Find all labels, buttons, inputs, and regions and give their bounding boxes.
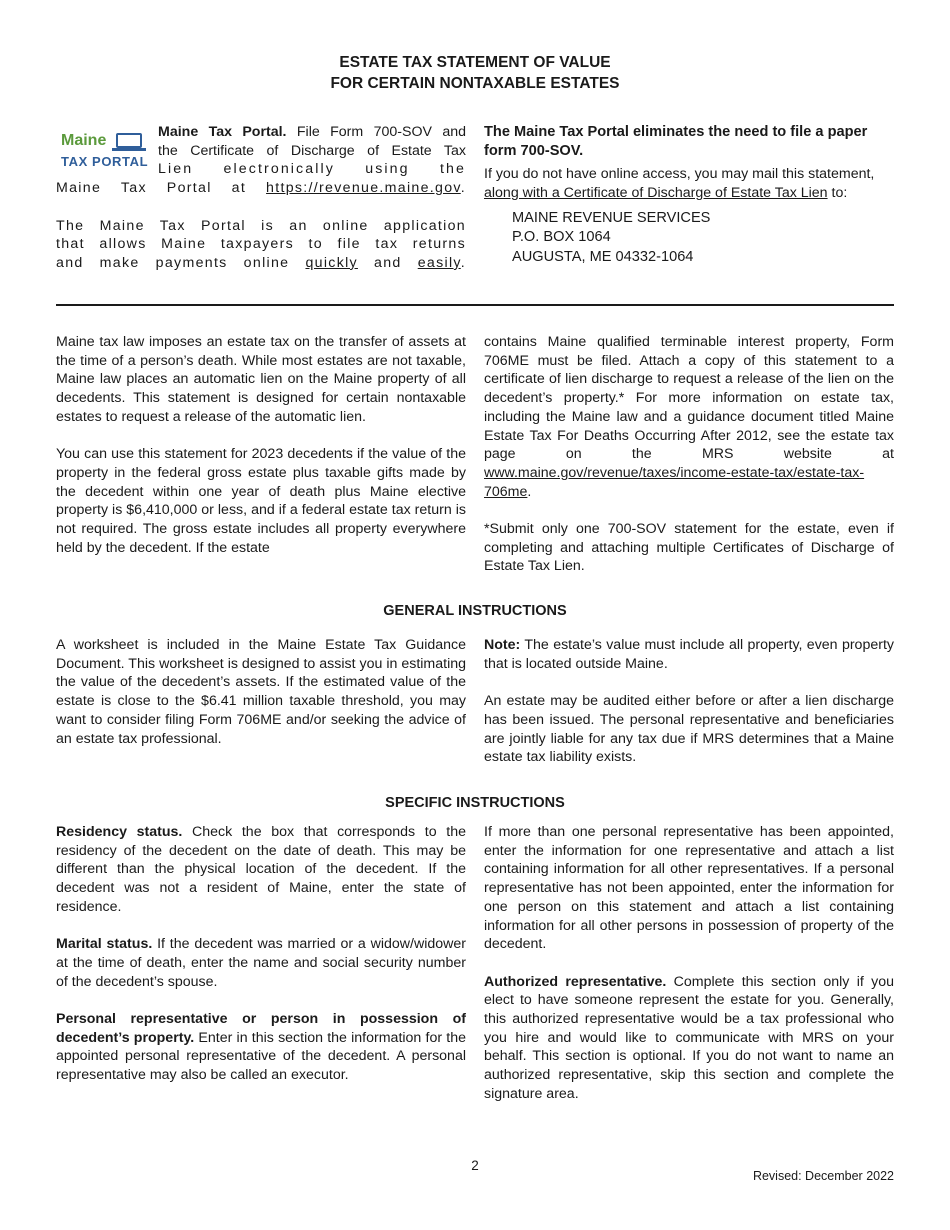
general-instructions-heading: GENERAL INSTRUCTIONS (383, 603, 567, 619)
portal-line-2: the Certificate of Discharge of Estate Tax (158, 142, 466, 159)
estate-tax-link[interactable]: www.maine.gov/revenue/taxes/income-estate-tax/estate-tax-706me (484, 464, 865, 500)
intro-paragraph-2: You can use this statement for 2023 decedents if the value of the property in the federal gross estate plus taxable gifts made by the decedent within one year of death plus Maine elective property is $6,410,000 or less, and if a federal estate tax return is not required. The gross estate includes all property everywhere held by the decedent. If the estate (56, 446, 466, 556)
maine-tax-portal-logo (56, 129, 152, 175)
intro-right-column (484, 333, 894, 576)
specific-instructions-heading: SPECIFIC INSTRUCTIONS (385, 795, 565, 811)
portal-left-column (56, 123, 466, 273)
intro-paragraph-3: contains Maine qualified terminable interest property, Form 706ME must be filed. Attach a copy of this statement to a certificate of lien discharge to request a release of the lien on the decedent’s property.* For more information on estate tax, including the Maine law and a guidance document titled Maine Estate Tax For Deaths Occurring After 2012, see the estate tax page on the MRS website at www.maine.gov/revenue/taxes/income-estate-tax/estate-tax-706me. (484, 334, 894, 500)
title-line-2: FOR CERTAIN NONTAXABLE ESTATES (330, 75, 620, 92)
page-number: 2 (471, 1158, 479, 1173)
page-title (56, 52, 894, 94)
portal-url-link[interactable]: https://revenue.maine.gov (266, 180, 461, 197)
title-line-1: ESTATE TAX STATEMENT OF VALUE (339, 54, 611, 71)
general-paragraph-2: An estate may be audited either before or after a lien discharge has been issued. The personal representative and beneficiaries are jointly liable for any tax due if MRS determines that a Maine estate tax liability exists. (484, 693, 894, 766)
logo-word-tax-portal: TAX PORTAL (61, 154, 149, 169)
general-paragraph-1: A worksheet is included in the Maine Estate Tax Guidance Document. This worksheet is designed to assist you in estimating the value of the decedent’s assets. If the estimated value of the estate is close to the $6.41 million taxable threshold, you may want to consider filing Form 706ME and/or seeking the advice of an estate tax professional. (56, 637, 466, 747)
laptop-icon (116, 133, 142, 148)
address-line-1: MAINE REVENUE SERVICES (512, 209, 711, 226)
section-divider (56, 304, 894, 306)
portal-bold-lead: Maine Tax Portal. (158, 124, 287, 140)
personal-representative-paragraph: Personal representative or person in possession of decedent’s property. Enter in this section the information for the appointed personal representative of the decedent. A personal representative may also be called an executor. (56, 1011, 467, 1084)
form-page (56, 0, 894, 1230)
address-line-3: AUGUSTA, ME 04332-1064 (512, 248, 694, 265)
portal-line-1: Maine Tax Portal. File Form 700-SOV and (158, 124, 466, 140)
authorized-representative-paragraph: Authorized representative. Complete this section only if you elect to have someone represent the estate for you. Generally, this authorized representative would be a tax professional who you hire and would like to communicate with MRS on your behalf. This section is optional. If you do not want to name an authorized representative, skip this section and complete the signature area. (484, 973, 894, 1102)
residency-status-paragraph: Residency status. Check the box that corresponds to the residency of the decedent on the date of death. This may be different than the physical location of the decedent. If the decedent was not a resident of Maine, enter the state of residence. (56, 824, 466, 915)
marital-status-paragraph: Marital status. If the decedent was married or a widow/widower at the time of death, enter the name and social security number of the decedent’s spouse. (56, 936, 467, 990)
multiple-representatives-paragraph: If more than one personal representative has been appointed, enter the information for one representative and attach a list containing information for all other representatives. If a personal representative has not been appointed, enter the information for one person on this statement and attach a list containing information for all other persons in possession of property of the decedent. (484, 824, 894, 953)
specific-right-column (484, 823, 894, 1104)
intro-paragraph-1: Maine tax law imposes an estate tax on the transfer of assets at the time of a person’s death. While most estates are not taxable, Maine law places an automatic lien on the Maine property of all decedents. This statement is designed for certain nontaxable estates to request a release of the automatic lien. (56, 334, 466, 425)
general-note: Note: The estate’s value must include all property, even property that is located outside Maine. (484, 637, 894, 672)
mail-instructions: If you do not have online access, you may mail this statement, along with a Certificate of Discharge of Estate Tax Lien to: (484, 166, 875, 202)
mailing-address (484, 209, 894, 268)
logo-word-maine: Maine (61, 132, 107, 149)
portal-line-3: Lien electronically using the (158, 161, 466, 178)
revised-date: Revised: December 2022 (752, 1169, 894, 1183)
general-left-column (56, 636, 466, 748)
laptop-base-icon (112, 148, 146, 151)
intro-left-column (56, 333, 466, 557)
portal-paragraph-2: The Maine Tax Portal is an online application that allows Maine taxpayers to file tax returns and make payments online quickly and easily. (56, 217, 466, 271)
portal-line-4: Maine Tax Portal at https://revenue.maine.gov. (56, 180, 466, 197)
specific-left-column (56, 823, 466, 1085)
intro-paragraph-4: *Submit only one 700-SOV statement for the estate, even if completing and attaching multiple Certificates of Discharge of Estate Tax Lien. (484, 521, 894, 575)
portal-right-column (484, 123, 894, 267)
general-right-column (484, 636, 894, 767)
portal-eliminates-paper: The Maine Tax Portal eliminates the need to file a paper form 700-SOV. (484, 124, 868, 159)
address-line-2: P.O. BOX 1064 (512, 229, 611, 246)
